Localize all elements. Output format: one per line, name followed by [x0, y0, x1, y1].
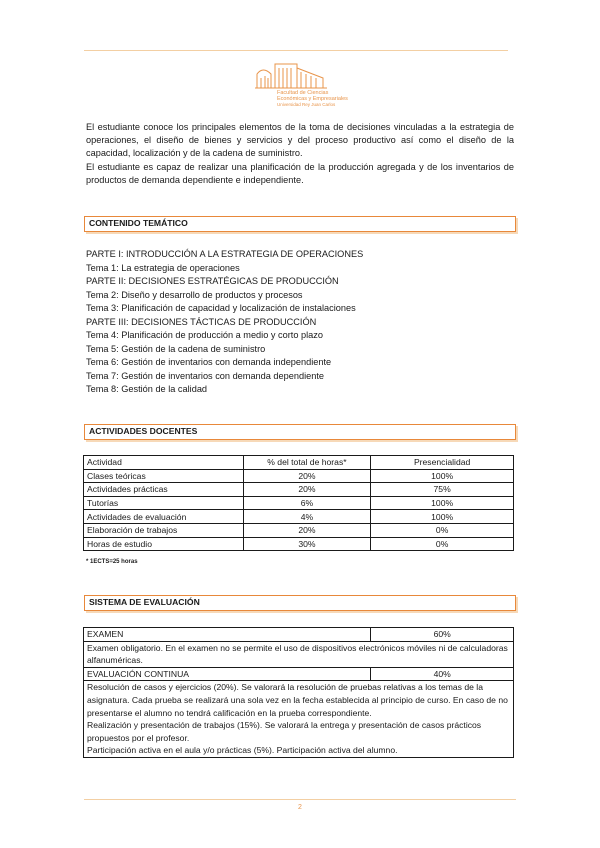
table-cell: 20%: [243, 483, 371, 497]
eval-item: Realización y presentación de trabajos (15%). Se valorará la entrega y presentación de casos prácticos propuestos por el profesor.: [87, 720, 482, 743]
header-cell: % del total de horas*: [243, 456, 371, 470]
table-row: [84, 628, 514, 642]
topic-line: Tema 4: Planificación de producción a medio y corto plazo: [86, 330, 323, 340]
table-cell: Tutorías: [84, 496, 244, 510]
table-cell: Actividades prácticas: [84, 483, 244, 497]
table-footnote: * 1ECTS=25 horas: [86, 559, 138, 565]
topic-line: Tema 6: Gestión de inventarios con demanda independiente: [86, 357, 332, 367]
topic-line: PARTE II: DECISIONES ESTRATÉGICAS DE PRODUCCIÓN: [86, 276, 339, 286]
table-row: [84, 537, 514, 551]
exam-description: Examen obligatorio. En el examen no se permite el uso de dispositivos electrónicos móviles ni de calculadoras alfanuméricas.: [84, 641, 514, 667]
table-row: [84, 523, 514, 537]
table-row: [84, 469, 514, 483]
continuous-eval-description: [84, 681, 514, 758]
topic-line: PARTE I: INTRODUCCIÓN A LA ESTRATEGIA DE OPERACIONES: [86, 249, 364, 259]
topic-list: [86, 248, 363, 397]
table-cell: 20%: [243, 523, 371, 537]
logo-line-2: Económicas y Empresariales: [277, 96, 348, 102]
continuous-eval-percentage: 40%: [371, 667, 514, 681]
logo-line-1: Facultad de Ciencias: [277, 90, 329, 96]
logo-line-3: Universidad Rey Juan Carlos: [277, 102, 336, 107]
table-cell: 30%: [243, 537, 371, 551]
header-cell: Actividad: [84, 456, 244, 470]
evaluation-table: [83, 627, 514, 758]
table-cell: Elaboración de trabajos: [84, 523, 244, 537]
table-row: [84, 681, 514, 758]
table-cell: 100%: [371, 510, 514, 524]
table-cell: 0%: [371, 523, 514, 537]
table-row: [84, 496, 514, 510]
exam-label: EXAMEN: [84, 628, 371, 642]
table-cell: Actividades de evaluación: [84, 510, 244, 524]
section-heading-contenido: CONTENIDO TEMÁTICO: [84, 216, 516, 232]
table-cell: 75%: [371, 483, 514, 497]
table-cell: 100%: [371, 469, 514, 483]
topic-line: Tema 1: La estrategia de operaciones: [86, 262, 240, 273]
table-cell: 0%: [371, 537, 514, 551]
topic-line: Tema 8: Gestión de la calidad: [86, 384, 208, 394]
header-rule: [84, 50, 508, 51]
table-cell: Clases teóricas: [84, 469, 244, 483]
table-cell: 20%: [243, 469, 371, 483]
section-heading-actividades: ACTIVIDADES DOCENTES: [84, 424, 516, 440]
table-cell: 6%: [243, 496, 371, 510]
topic-line: Tema 2: Diseño y desarrollo de productos y procesos: [86, 289, 303, 300]
exam-percentage: 60%: [371, 628, 514, 642]
table-row: [84, 483, 514, 497]
table-cell: 4%: [243, 510, 371, 524]
faculty-logo: [253, 58, 348, 112]
page-number: 2: [298, 804, 302, 811]
continuous-eval-label: EVALUACIÓN CONTINUA: [84, 667, 371, 681]
topic-line: Tema 3: Planificación de capacidad y localización de instalaciones: [86, 303, 356, 313]
table-row: [84, 667, 514, 681]
topic-line: Tema 7: Gestión de inventarios con demanda dependiente: [86, 370, 325, 381]
table-header-row: [84, 456, 514, 470]
intro-paragraph-2: El estudiante es capaz de realizar una planificación de la producción agregada y de los inventarios de productos de demanda dependiente e independiente.: [86, 161, 514, 185]
table-cell: Horas de estudio: [84, 537, 244, 551]
header-cell: Presencialidad: [371, 456, 514, 470]
topic-line: Tema 5: Gestión de la cadena de suministro: [86, 343, 266, 354]
topic-line: PARTE III: DECISIONES TÁCTICAS DE PRODUCCIÓN: [86, 316, 317, 327]
activities-table: [83, 455, 514, 551]
table-row: [84, 510, 514, 524]
intro-paragraph-1: El estudiante conoce los principales elementos de la toma de decisiones vinculadas a la estrategia de operaciones, el diseño de bienes y servicios y del proceso productivo así como el diseño de la capacidad, localización y de la cadena de suministro.: [86, 122, 514, 159]
section-heading-evaluacion: SISTEMA DE EVALUACIÓN: [84, 595, 516, 611]
eval-item: Participación activa en el aula y/o prácticas (5%). Participación activa del alumno.: [87, 745, 398, 756]
building-logo-icon: [253, 58, 337, 94]
table-cell: 100%: [371, 496, 514, 510]
table-row: [84, 641, 514, 667]
learning-outcomes: [86, 121, 514, 187]
footer-rule: [84, 799, 516, 800]
eval-item: Resolución de casos y ejercicios (20%). Se valorará la resolución de pruebas relativas a los temas de la asignatura. Cada prueba se realizará una sola vez en la fecha establecida al principio de curso. En caso de no presentarse el alumno no tendrá calificación en la prueba correspondiente.: [87, 682, 508, 718]
